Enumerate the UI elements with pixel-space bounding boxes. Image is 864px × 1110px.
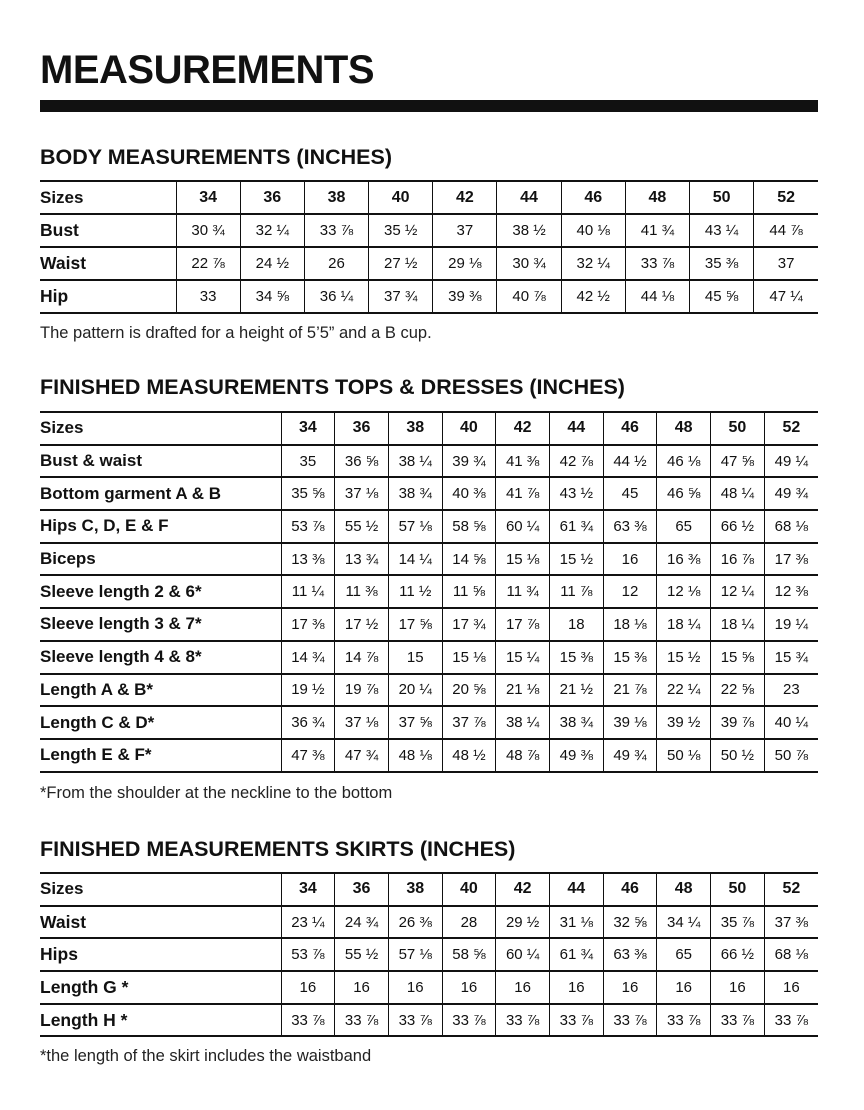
measurement-value: 11 ¾ xyxy=(496,575,550,608)
measurement-value: 18 xyxy=(549,608,603,641)
measurement-value: 61 ¾ xyxy=(549,938,603,971)
size-header: 34 xyxy=(281,873,335,906)
sizes-label: Sizes xyxy=(40,181,176,214)
measurement-value: 15 ⅜ xyxy=(549,641,603,674)
measurement-value: 15 ¼ xyxy=(496,641,550,674)
measurement-value: 57 ⅛ xyxy=(388,938,442,971)
row-label: Bottom garment A & B xyxy=(40,477,281,510)
measurement-value: 49 ¼ xyxy=(764,445,818,478)
measurement-value: 44 ⅞ xyxy=(754,214,818,247)
measurement-value: 19 ⅞ xyxy=(335,674,389,707)
size-header: 46 xyxy=(603,412,657,445)
measurement-value: 17 ⅜ xyxy=(281,608,335,641)
measurement-value: 33 ⅞ xyxy=(304,214,368,247)
measurement-value: 16 xyxy=(335,971,389,1004)
measurement-value: 33 ⅞ xyxy=(625,247,689,280)
measurement-value: 66 ½ xyxy=(711,938,765,971)
measurement-value: 38 ¾ xyxy=(388,477,442,510)
measurement-value: 16 ⅜ xyxy=(657,543,711,576)
measurement-value: 20 ¼ xyxy=(388,674,442,707)
table-row xyxy=(40,247,818,280)
measurement-value: 16 ⅞ xyxy=(711,543,765,576)
size-header: 40 xyxy=(442,412,496,445)
measurement-value: 37 ⅞ xyxy=(442,706,496,739)
row-label: Waist xyxy=(40,247,176,280)
measurement-value: 19 ¼ xyxy=(764,608,818,641)
measurement-value: 15 ⅛ xyxy=(496,543,550,576)
measurement-value: 35 ½ xyxy=(369,214,433,247)
body-measurements-note: The pattern is drafted for a height of 5’5” and a B cup. xyxy=(40,324,432,342)
table-row xyxy=(40,739,818,772)
table-row xyxy=(40,971,818,1004)
row-label: Length C & D* xyxy=(40,706,281,739)
measurement-value: 40 ⅜ xyxy=(442,477,496,510)
measurement-value: 16 xyxy=(496,971,550,1004)
measurement-value: 16 xyxy=(442,971,496,1004)
measurement-value: 11 ⅜ xyxy=(335,575,389,608)
measurement-value: 33 ⅞ xyxy=(603,1004,657,1037)
size-header: 36 xyxy=(335,412,389,445)
measurement-value: 58 ⅝ xyxy=(442,510,496,543)
row-label: Bust & waist xyxy=(40,445,281,478)
measurement-value: 37 xyxy=(433,214,497,247)
table-row xyxy=(40,608,818,641)
size-header: 48 xyxy=(657,412,711,445)
measurement-value: 22 ⅞ xyxy=(176,247,240,280)
skirts-measurements-table xyxy=(40,872,818,1037)
measurement-value: 29 ⅛ xyxy=(433,247,497,280)
measurement-value: 29 ½ xyxy=(496,906,550,939)
measurement-value: 21 ½ xyxy=(549,674,603,707)
measurement-value: 17 ⅞ xyxy=(496,608,550,641)
row-label: Length G * xyxy=(40,971,281,1004)
measurement-value: 12 ⅛ xyxy=(657,575,711,608)
measurement-value: 16 xyxy=(603,543,657,576)
size-header: 48 xyxy=(657,873,711,906)
sizes-label: Sizes xyxy=(40,412,281,445)
size-header: 34 xyxy=(176,181,240,214)
measurement-value: 33 ⅞ xyxy=(549,1004,603,1037)
measurement-value: 41 ⅞ xyxy=(496,477,550,510)
measurement-value: 18 ¼ xyxy=(711,608,765,641)
table-row xyxy=(40,280,818,313)
row-label: Hips xyxy=(40,938,281,971)
measurement-value: 39 ¾ xyxy=(442,445,496,478)
row-label: Bust xyxy=(40,214,176,247)
measurement-value: 15 xyxy=(388,641,442,674)
measurement-value: 46 ⅝ xyxy=(657,477,711,510)
size-header: 52 xyxy=(764,873,818,906)
measurement-value: 49 ¾ xyxy=(603,739,657,772)
measurement-value: 38 ¼ xyxy=(388,445,442,478)
measurement-value: 35 xyxy=(281,445,335,478)
measurement-value: 33 xyxy=(176,280,240,313)
measurement-value: 18 ⅛ xyxy=(603,608,657,641)
measurement-value: 36 ⅝ xyxy=(335,445,389,478)
size-header: 44 xyxy=(549,412,603,445)
measurement-value: 40 ⅞ xyxy=(497,280,561,313)
size-header: 52 xyxy=(764,412,818,445)
table-row xyxy=(40,906,818,939)
measurement-value: 13 ⅜ xyxy=(281,543,335,576)
measurement-value: 35 ⅞ xyxy=(711,906,765,939)
header-row xyxy=(40,873,818,906)
measurement-value: 22 ¼ xyxy=(657,674,711,707)
measurement-value: 33 ⅞ xyxy=(764,1004,818,1037)
tops-measurements-table xyxy=(40,411,818,773)
row-label: Biceps xyxy=(40,543,281,576)
measurement-value: 16 xyxy=(549,971,603,1004)
measurement-value: 18 ¼ xyxy=(657,608,711,641)
row-label: Sleeve length 2 & 6* xyxy=(40,575,281,608)
measurement-value: 44 ⅛ xyxy=(625,280,689,313)
row-label: Length E & F* xyxy=(40,739,281,772)
measurement-value: 39 ⅛ xyxy=(603,706,657,739)
measurement-value: 36 ¾ xyxy=(281,706,335,739)
measurement-value: 33 ⅞ xyxy=(657,1004,711,1037)
measurement-value: 33 ⅞ xyxy=(281,1004,335,1037)
measurement-value: 49 ¾ xyxy=(764,477,818,510)
table-row xyxy=(40,510,818,543)
measurement-value: 47 ¾ xyxy=(335,739,389,772)
measurement-value: 45 xyxy=(603,477,657,510)
measurement-value: 26 ⅜ xyxy=(388,906,442,939)
measurement-value: 14 ¾ xyxy=(281,641,335,674)
measurement-value: 38 ¼ xyxy=(496,706,550,739)
measurement-value: 33 ⅞ xyxy=(442,1004,496,1037)
table-row xyxy=(40,674,818,707)
row-label: Sleeve length 4 & 8* xyxy=(40,641,281,674)
measurement-value: 15 ½ xyxy=(657,641,711,674)
table-row xyxy=(40,1004,818,1037)
measurement-value: 48 ⅛ xyxy=(388,739,442,772)
measurement-value: 11 ⅞ xyxy=(549,575,603,608)
measurement-value: 32 ¼ xyxy=(240,214,304,247)
measurement-value: 50 ⅞ xyxy=(764,739,818,772)
measurement-value: 63 ⅜ xyxy=(603,510,657,543)
measurement-value: 39 ⅜ xyxy=(433,280,497,313)
row-label: Length A & B* xyxy=(40,674,281,707)
table-row xyxy=(40,706,818,739)
measurement-value: 38 ¾ xyxy=(549,706,603,739)
measurement-value: 24 ½ xyxy=(240,247,304,280)
measurement-value: 66 ½ xyxy=(711,510,765,543)
size-header: 38 xyxy=(388,412,442,445)
measurement-value: 57 ⅛ xyxy=(388,510,442,543)
measurement-value: 37 xyxy=(754,247,818,280)
measurement-value: 55 ½ xyxy=(335,510,389,543)
table-row xyxy=(40,214,818,247)
size-header: 44 xyxy=(497,181,561,214)
measurement-value: 63 ⅜ xyxy=(603,938,657,971)
measurement-value: 27 ½ xyxy=(369,247,433,280)
table-row xyxy=(40,938,818,971)
measurement-value: 49 ⅜ xyxy=(549,739,603,772)
measurement-value: 32 ¼ xyxy=(561,247,625,280)
measurement-value: 35 ⅜ xyxy=(690,247,754,280)
table-row xyxy=(40,445,818,478)
size-header: 50 xyxy=(711,412,765,445)
measurement-value: 15 ⅛ xyxy=(442,641,496,674)
measurement-value: 15 ⅝ xyxy=(711,641,765,674)
measurement-value: 17 ¾ xyxy=(442,608,496,641)
header-row xyxy=(40,412,818,445)
measurement-value: 50 ⅛ xyxy=(657,739,711,772)
measurement-value: 40 ¼ xyxy=(764,706,818,739)
measurement-value: 53 ⅞ xyxy=(281,938,335,971)
header-row xyxy=(40,181,818,214)
size-header: 46 xyxy=(561,181,625,214)
measurement-value: 65 xyxy=(657,938,711,971)
measurement-value: 16 xyxy=(764,971,818,1004)
body-measurements-heading: BODY MEASUREMENTS (INCHES) xyxy=(40,145,392,169)
body-measurements-table xyxy=(40,180,818,314)
table-row xyxy=(40,543,818,576)
measurement-value: 44 ½ xyxy=(603,445,657,478)
size-header: 46 xyxy=(603,873,657,906)
table-row xyxy=(40,477,818,510)
skirts-measurements-heading: FINISHED MEASUREMENTS SKIRTS (INCHES) xyxy=(40,837,516,861)
measurement-value: 65 xyxy=(657,510,711,543)
size-header: 48 xyxy=(625,181,689,214)
tops-measurements-note: *From the shoulder at the neckline to the bottom xyxy=(40,784,393,802)
measurement-value: 45 ⅝ xyxy=(690,280,754,313)
measurement-value: 30 ¾ xyxy=(497,247,561,280)
size-header: 50 xyxy=(690,181,754,214)
table-row xyxy=(40,575,818,608)
measurement-value: 39 ½ xyxy=(657,706,711,739)
measurement-value: 42 ½ xyxy=(561,280,625,313)
measurement-value: 37 ⅛ xyxy=(335,706,389,739)
measurement-value: 31 ⅛ xyxy=(549,906,603,939)
measurement-value: 46 ⅛ xyxy=(657,445,711,478)
measurement-value: 36 ¼ xyxy=(304,280,368,313)
size-header: 34 xyxy=(281,412,335,445)
measurement-value: 55 ½ xyxy=(335,938,389,971)
measurement-value: 12 xyxy=(603,575,657,608)
measurement-value: 33 ⅞ xyxy=(388,1004,442,1037)
row-label: Length H * xyxy=(40,1004,281,1037)
measurement-value: 60 ¼ xyxy=(496,938,550,971)
measurement-value: 43 ¼ xyxy=(690,214,754,247)
measurement-value: 32 ⅝ xyxy=(603,906,657,939)
sizes-label: Sizes xyxy=(40,873,281,906)
measurement-value: 33 ⅞ xyxy=(335,1004,389,1037)
measurement-value: 43 ½ xyxy=(549,477,603,510)
measurement-value: 60 ¼ xyxy=(496,510,550,543)
measurement-value: 48 ¼ xyxy=(711,477,765,510)
row-label: Sleeve length 3 & 7* xyxy=(40,608,281,641)
measurement-value: 17 ⅝ xyxy=(388,608,442,641)
measurement-value: 37 ⅝ xyxy=(388,706,442,739)
measurement-value: 19 ½ xyxy=(281,674,335,707)
size-header: 36 xyxy=(240,181,304,214)
size-header: 44 xyxy=(549,873,603,906)
measurement-value: 22 ⅝ xyxy=(711,674,765,707)
measurement-value: 68 ⅛ xyxy=(764,510,818,543)
measurement-value: 33 ⅞ xyxy=(496,1004,550,1037)
measurement-value: 33 ⅞ xyxy=(711,1004,765,1037)
measurement-value: 30 ¾ xyxy=(176,214,240,247)
measurement-value: 42 ⅞ xyxy=(549,445,603,478)
row-label: Waist xyxy=(40,906,281,939)
measurement-value: 53 ⅞ xyxy=(281,510,335,543)
size-header: 42 xyxy=(433,181,497,214)
measurement-value: 20 ⅝ xyxy=(442,674,496,707)
measurement-value: 21 ⅛ xyxy=(496,674,550,707)
measurement-value: 37 ⅛ xyxy=(335,477,389,510)
measurement-value: 41 ⅜ xyxy=(496,445,550,478)
table-row xyxy=(40,641,818,674)
measurement-value: 14 ⅞ xyxy=(335,641,389,674)
measurement-value: 14 ¼ xyxy=(388,543,442,576)
measurement-value: 16 xyxy=(657,971,711,1004)
title-rule xyxy=(40,100,818,112)
skirts-measurements-note: *the length of the skirt includes the waistband xyxy=(40,1047,372,1065)
size-header: 52 xyxy=(754,181,818,214)
size-header: 50 xyxy=(711,873,765,906)
measurement-value: 15 ⅜ xyxy=(603,641,657,674)
measurement-value: 11 ⅝ xyxy=(442,575,496,608)
size-header: 38 xyxy=(388,873,442,906)
measurement-value: 15 ½ xyxy=(549,543,603,576)
measurement-value: 41 ¾ xyxy=(625,214,689,247)
measurement-value: 24 ¾ xyxy=(335,906,389,939)
size-header: 40 xyxy=(442,873,496,906)
measurement-value: 16 xyxy=(711,971,765,1004)
measurement-value: 37 ⅜ xyxy=(764,906,818,939)
row-label: Hips C, D, E & F xyxy=(40,510,281,543)
measurement-value: 26 xyxy=(304,247,368,280)
measurement-value: 48 ⅞ xyxy=(496,739,550,772)
size-header: 38 xyxy=(304,181,368,214)
measurement-value: 12 ⅜ xyxy=(764,575,818,608)
measurement-value: 61 ¾ xyxy=(549,510,603,543)
measurement-value: 28 xyxy=(442,906,496,939)
measurement-value: 15 ¾ xyxy=(764,641,818,674)
measurement-value: 16 xyxy=(603,971,657,1004)
measurement-value: 17 ½ xyxy=(335,608,389,641)
measurement-value: 17 ⅜ xyxy=(764,543,818,576)
measurement-value: 11 ¼ xyxy=(281,575,335,608)
measurement-value: 21 ⅞ xyxy=(603,674,657,707)
measurement-value: 35 ⅝ xyxy=(281,477,335,510)
row-label: Hip xyxy=(40,280,176,313)
measurement-value: 38 ½ xyxy=(497,214,561,247)
measurement-value: 11 ½ xyxy=(388,575,442,608)
measurement-value: 16 xyxy=(388,971,442,1004)
measurement-value: 58 ⅝ xyxy=(442,938,496,971)
measurement-value: 40 ⅛ xyxy=(561,214,625,247)
measurement-value: 13 ¾ xyxy=(335,543,389,576)
measurement-value: 39 ⅞ xyxy=(711,706,765,739)
measurement-value: 23 ¼ xyxy=(281,906,335,939)
measurement-value: 16 xyxy=(281,971,335,1004)
measurement-value: 23 xyxy=(764,674,818,707)
measurement-value: 48 ½ xyxy=(442,739,496,772)
size-header: 36 xyxy=(335,873,389,906)
size-header: 42 xyxy=(496,873,550,906)
measurement-value: 34 ⅝ xyxy=(240,280,304,313)
measurement-value: 37 ¾ xyxy=(369,280,433,313)
size-header: 42 xyxy=(496,412,550,445)
tops-measurements-heading: FINISHED MEASUREMENTS TOPS & DRESSES (INCHES) xyxy=(40,375,625,399)
page-title: MEASUREMENTS xyxy=(40,48,375,92)
measurement-value: 47 ⅜ xyxy=(281,739,335,772)
measurement-value: 47 ⅝ xyxy=(711,445,765,478)
measurement-value: 50 ½ xyxy=(711,739,765,772)
measurement-value: 14 ⅝ xyxy=(442,543,496,576)
measurement-value: 47 ¼ xyxy=(754,280,818,313)
measurement-value: 12 ¼ xyxy=(711,575,765,608)
size-header: 40 xyxy=(369,181,433,214)
measurement-value: 68 ⅛ xyxy=(764,938,818,971)
measurement-value: 34 ¼ xyxy=(657,906,711,939)
